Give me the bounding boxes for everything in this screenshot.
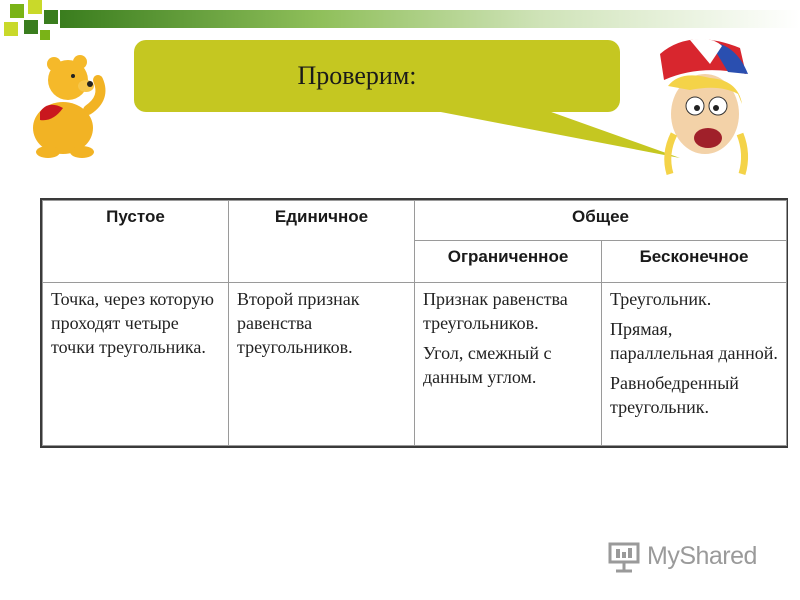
cell-infinite [602,283,787,446]
header-empty: Пустое [43,201,229,283]
bubble-text: Проверим: [297,61,417,90]
sets-table [42,200,787,446]
cell-text: Треугольник. [610,289,712,309]
cell-empty [43,283,229,446]
cell-limited [415,283,602,446]
logo-text: MyShared [647,541,757,570]
presentation-icon [607,539,641,573]
header-infinite: Бесконечное [602,241,787,283]
header-limited: Ограниченное [415,241,602,283]
cell-single [229,283,415,446]
cell-text: Второй признак равенства треугольников. [237,289,360,357]
watermark-logo [607,536,767,576]
cell-text: Угол, смежный с данным углом. [423,343,552,387]
header-general: Общее [415,201,787,241]
cell-text: Точка, через которую проходят четыре точки треугольника. [51,289,214,357]
cell-text: Прямая, параллельная данной. [610,319,778,363]
speech-bubble [134,40,620,112]
classification-table [40,198,788,448]
cell-text: Признак равенства треугольников. [423,289,568,333]
girl-character-illustration [650,34,760,184]
header-single: Единичное [229,201,415,283]
bear-character-illustration [18,50,108,160]
cell-text: Равнобедренный треугольник. [610,373,739,417]
